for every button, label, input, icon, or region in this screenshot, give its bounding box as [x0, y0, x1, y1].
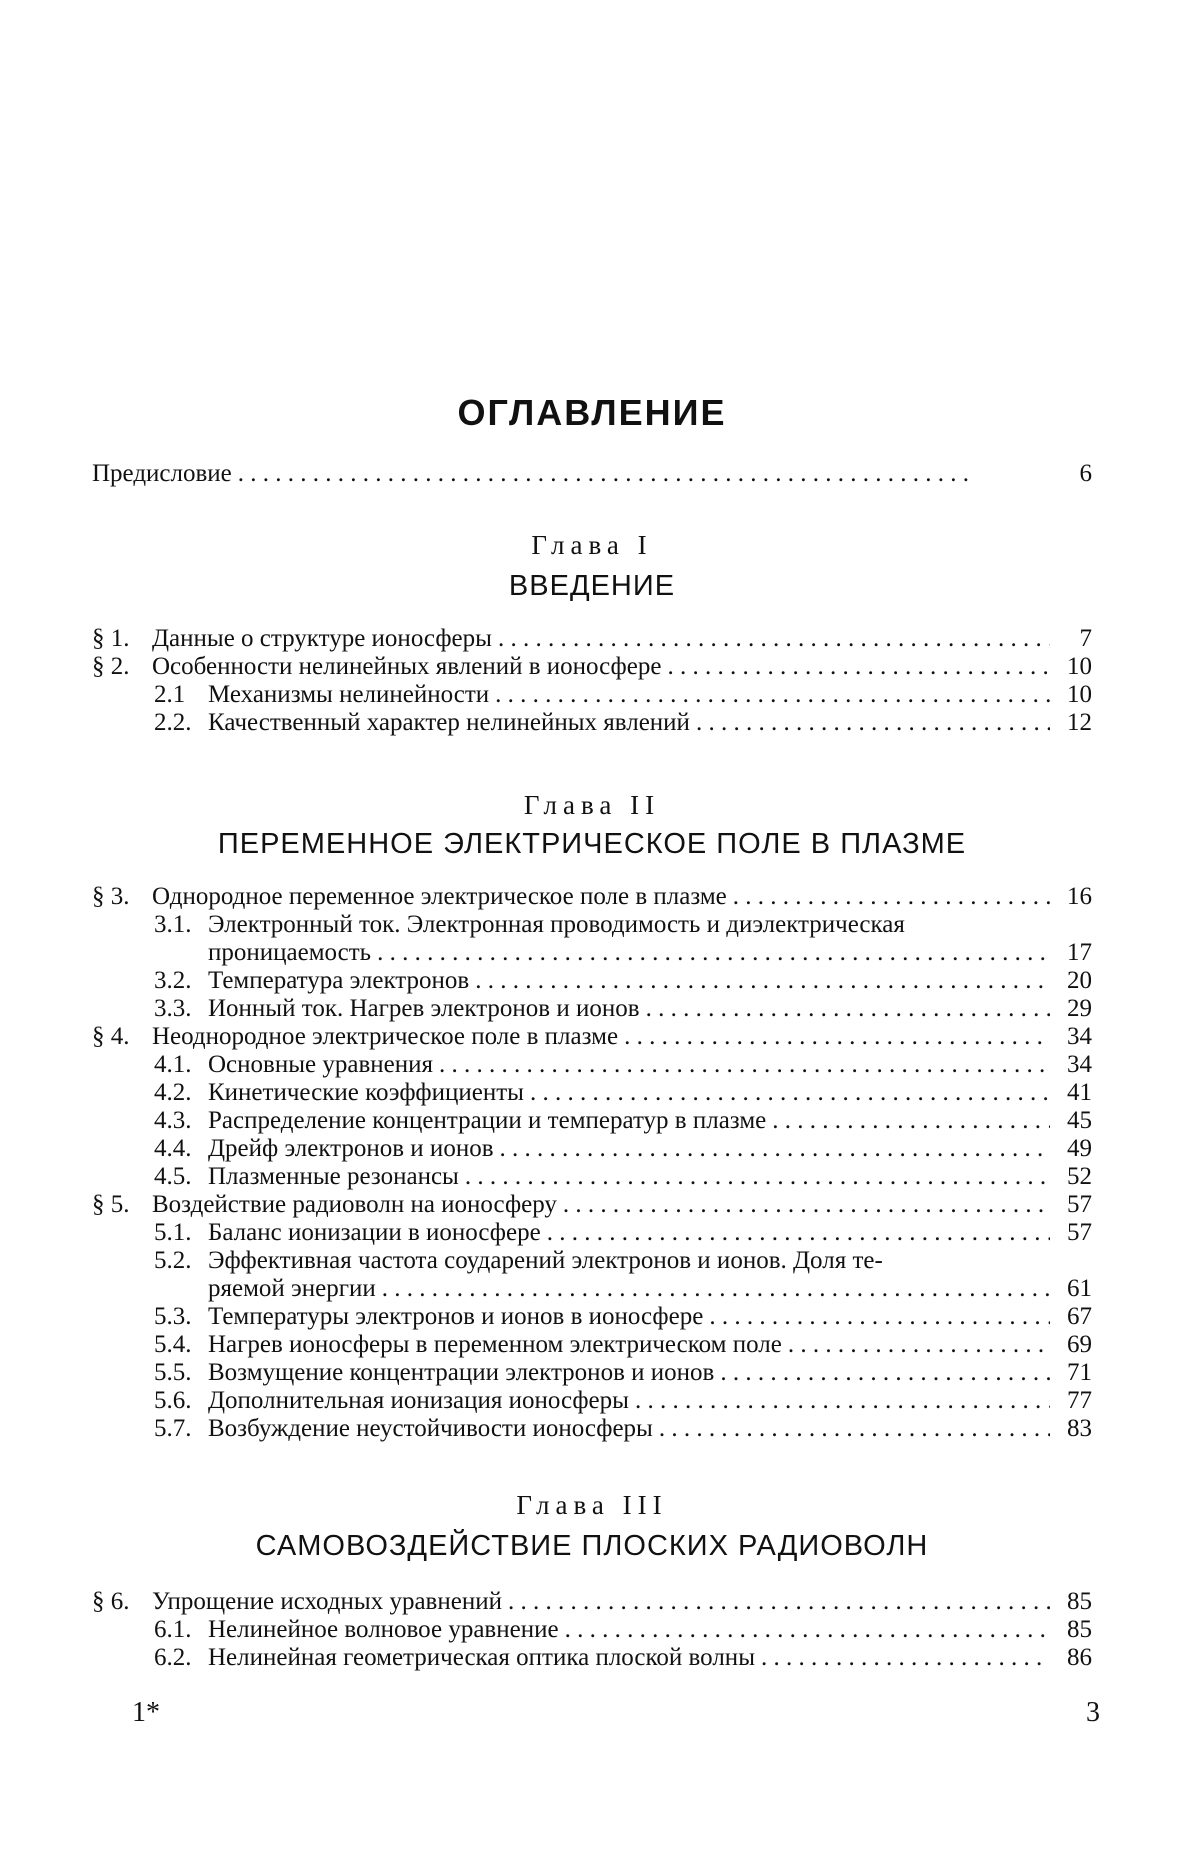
leader-dots	[495, 681, 1050, 709]
leader-dots	[508, 1588, 1050, 1616]
subsection-number: 2.2.	[154, 709, 208, 737]
toc-entry	[92, 1023, 1092, 1051]
toc-entry	[154, 709, 1092, 737]
entry-page: 10	[1050, 681, 1092, 709]
subsection-number: 4.1.	[154, 1051, 208, 1079]
subsection-number: 4.5.	[154, 1163, 208, 1191]
subsection-number: 5.2.	[154, 1247, 208, 1275]
toc-entry-line	[154, 1247, 883, 1275]
entry-text: Распределение концентрации и температур в плазме	[208, 1107, 766, 1135]
leader-dots	[788, 1331, 1050, 1359]
entry-text: Воздействие радиоволн на ионосферу	[152, 1191, 557, 1219]
leader-dots	[733, 883, 1050, 911]
toc-entry	[154, 1303, 1092, 1331]
toc-entry	[154, 1331, 1092, 1359]
toc-entry	[154, 967, 1092, 995]
toc-entry	[154, 1415, 1092, 1443]
entry-text: Особенности нелинейных явлений в ионосфере	[152, 653, 661, 681]
entry-text: Нелинейное волновое уравнение	[208, 1616, 559, 1644]
leader-dots	[565, 1616, 1050, 1644]
leader-dots	[624, 1023, 1050, 1051]
subsection-number: 3.3.	[154, 995, 208, 1023]
toc-entry	[154, 1135, 1092, 1163]
chapter-name: САМОВОЗДЕЙСТВИЕ ПЛОСКИХ РАДИОВОЛН	[92, 1530, 1092, 1563]
leader-dots	[761, 1644, 1050, 1672]
toc-entry	[154, 1079, 1092, 1107]
toc-entry	[154, 1163, 1092, 1191]
entry-page: 71	[1050, 1359, 1092, 1387]
entry-text: Кинетические коэффициенты	[208, 1079, 524, 1107]
leader-dots	[475, 967, 1050, 995]
entry-text-continuation: ряемой энергии	[208, 1275, 376, 1303]
entry-page: 7	[1050, 625, 1092, 653]
toc-entry-preface	[92, 460, 1092, 488]
subsection-number: 4.3.	[154, 1107, 208, 1135]
subsection-number: 3.1.	[154, 911, 208, 939]
subsection-number: 5.5.	[154, 1359, 208, 1387]
toc-entry	[92, 1588, 1092, 1616]
page-title: ОГЛАВЛЕНИЕ	[92, 392, 1092, 434]
entry-text: Температуры электронов и ионов в ионосфере	[208, 1303, 703, 1331]
subsection-number: 3.2.	[154, 967, 208, 995]
subsection-number: 5.7.	[154, 1415, 208, 1443]
toc-entry	[92, 653, 1092, 681]
leader-dots	[720, 1359, 1050, 1387]
toc-entry	[154, 1051, 1092, 1079]
leader-dots	[498, 625, 1050, 653]
subsection-number: 4.2.	[154, 1079, 208, 1107]
entry-text: Основные уравнения	[208, 1051, 433, 1079]
chapter-label: Глава II	[92, 790, 1092, 821]
leader-dots	[547, 1219, 1050, 1247]
entry-text: Эффективная частота соударений электронов и ионов. Доля те-	[208, 1247, 883, 1274]
leader-dots	[500, 1135, 1051, 1163]
entry-page: 29	[1050, 995, 1092, 1023]
section-number: § 6.	[92, 1588, 152, 1616]
leader-dots	[382, 1275, 1050, 1303]
entry-text: Однородное переменное электрическое поле в плазме	[152, 883, 727, 911]
toc-entry	[92, 625, 1092, 653]
toc-entry	[154, 1219, 1092, 1247]
entry-page: 61	[1050, 1275, 1092, 1303]
toc-entry-line	[154, 911, 905, 939]
entry-page: 10	[1050, 653, 1092, 681]
entry-page: 67	[1050, 1303, 1092, 1331]
entry-page: 6	[1050, 460, 1092, 488]
entry-page: 86	[1050, 1644, 1092, 1672]
toc-entry	[154, 995, 1092, 1023]
entry-text: Данные о структуре ионосферы	[152, 625, 492, 653]
toc-entry	[154, 1616, 1092, 1644]
toc-entry	[154, 1107, 1092, 1135]
entry-page: 57	[1050, 1219, 1092, 1247]
leader-dots	[772, 1107, 1050, 1135]
chapter-name: ПЕРЕМЕННОЕ ЭЛЕКТРИЧЕСКОЕ ПОЛЕ В ПЛАЗМЕ	[92, 828, 1092, 861]
chapter-label: Глава I	[92, 530, 1092, 561]
entry-text: Неоднородное электрическое поле в плазме	[152, 1023, 618, 1051]
toc-entry	[154, 1644, 1092, 1672]
entry-text: Дополнительная ионизация ионосферы	[208, 1387, 629, 1415]
subsection-number: 4.4.	[154, 1135, 208, 1163]
toc-entry	[154, 681, 1092, 709]
leader-dots	[646, 995, 1050, 1023]
entry-text: Плазменные резонансы	[208, 1163, 459, 1191]
subsection-number: 5.6.	[154, 1387, 208, 1415]
toc-entry	[154, 1359, 1092, 1387]
entry-page: 77	[1050, 1387, 1092, 1415]
subsection-number: 5.4.	[154, 1331, 208, 1359]
subsection-number: 5.3.	[154, 1303, 208, 1331]
entry-text: Нагрев ионосферы в переменном электрическом поле	[208, 1331, 782, 1359]
entry-page: 16	[1050, 883, 1092, 911]
entry-page: 41	[1050, 1079, 1092, 1107]
entry-page: 83	[1050, 1415, 1092, 1443]
entry-text: Упрощение исходных уравнений	[152, 1588, 502, 1616]
chapter-label: Глава III	[92, 1490, 1092, 1521]
toc-entry	[92, 883, 1092, 911]
section-number: § 2.	[92, 653, 152, 681]
section-number: § 5.	[92, 1191, 152, 1219]
subsection-number: 6.1.	[154, 1616, 208, 1644]
subsection-number: 5.1.	[154, 1219, 208, 1247]
entry-page: 17	[1050, 939, 1092, 967]
page-number: 3	[1086, 1697, 1100, 1729]
leader-dots	[667, 653, 1050, 681]
leader-dots	[709, 1303, 1050, 1331]
entry-text: Механизмы нелинейности	[208, 681, 489, 709]
signature-mark: 1*	[132, 1697, 160, 1729]
entry-page: 69	[1050, 1331, 1092, 1359]
leader-dots	[659, 1415, 1050, 1443]
toc-entry-continuation	[208, 1275, 1092, 1303]
leader-dots	[439, 1051, 1050, 1079]
leader-dots	[563, 1191, 1050, 1219]
entry-text: Электронный ток. Электронная проводимость и диэлектрическая	[208, 911, 905, 938]
toc-entry	[154, 1387, 1092, 1415]
entry-page: 12	[1050, 709, 1092, 737]
entry-text: Нелинейная геометрическая оптика плоской волны	[208, 1644, 755, 1672]
subsection-number: 2.1	[154, 681, 208, 709]
leader-dots	[696, 709, 1050, 737]
leader-dots	[238, 460, 1050, 488]
leader-dots	[635, 1387, 1050, 1415]
entry-page: 49	[1050, 1135, 1092, 1163]
subsection-number: 6.2.	[154, 1644, 208, 1672]
entry-text: Дрейф электронов и ионов	[208, 1135, 494, 1163]
toc-entry	[92, 1191, 1092, 1219]
entry-page: 45	[1050, 1107, 1092, 1135]
leader-dots	[530, 1079, 1050, 1107]
chapter-name: ВВЕДЕНИЕ	[92, 570, 1092, 603]
entry-page: 57	[1050, 1191, 1092, 1219]
entry-page: 34	[1050, 1051, 1092, 1079]
entry-text-continuation: проницаемость	[208, 939, 371, 967]
entry-page: 20	[1050, 967, 1092, 995]
entry-page: 52	[1050, 1163, 1092, 1191]
entry-text: Предисловие	[92, 460, 232, 488]
section-number: § 1.	[92, 625, 152, 653]
entry-page: 85	[1050, 1588, 1092, 1616]
entry-text: Ионный ток. Нагрев электронов и ионов	[208, 995, 640, 1023]
entry-text: Возмущение концентрации электронов и ионов	[208, 1359, 714, 1387]
leader-dots	[465, 1163, 1050, 1191]
toc-entry-continuation	[208, 939, 1092, 967]
section-number: § 4.	[92, 1023, 152, 1051]
entry-page: 34	[1050, 1023, 1092, 1051]
entry-page: 85	[1050, 1616, 1092, 1644]
entry-text: Баланс ионизации в ионосфере	[208, 1219, 541, 1247]
entry-text: Качественный характер нелинейных явлений	[208, 709, 690, 737]
entry-text: Возбуждение неустойчивости ионосферы	[208, 1415, 653, 1443]
section-number: § 3.	[92, 883, 152, 911]
leader-dots	[377, 939, 1050, 967]
entry-text: Температура электронов	[208, 967, 469, 995]
